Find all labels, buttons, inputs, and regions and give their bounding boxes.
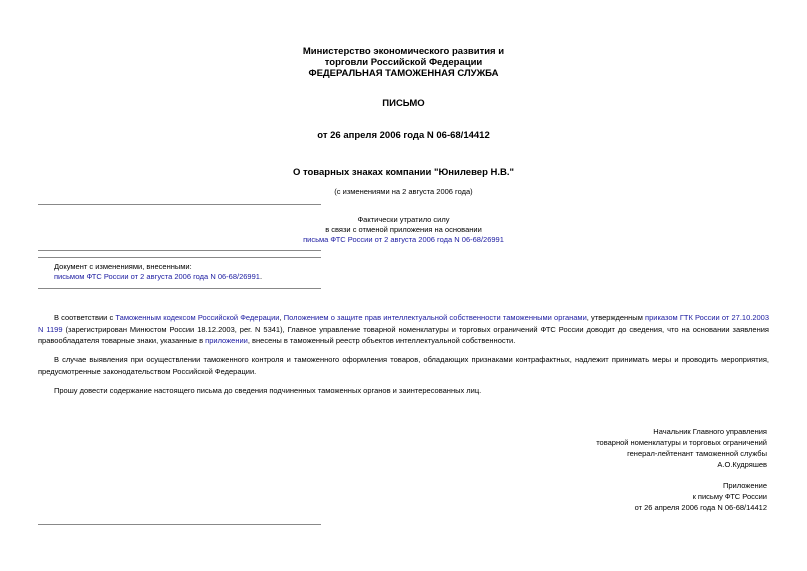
signature-line-2: товарной номенклатуры и торговых ограничений xyxy=(596,438,767,447)
signature-line-3: генерал-лейтенант таможенной службы xyxy=(627,449,767,458)
signature-block xyxy=(596,426,767,470)
ministry-header xyxy=(0,46,807,79)
amendments-note: (с изменениями на 2 августа 2006 года) xyxy=(334,187,473,196)
doc-date-number: от 26 апреля 2006 года N 06-68/14412 xyxy=(317,130,490,141)
divider xyxy=(38,257,321,258)
paragraph-1 xyxy=(38,312,769,347)
text: , xyxy=(279,313,284,322)
text: , утвержденным xyxy=(586,313,646,322)
doc-subject: О товарных знаках компании "Юнилевер Н.В." xyxy=(292,167,515,178)
text: В соответствии с xyxy=(54,313,116,322)
divider xyxy=(38,524,321,525)
link-customs-code[interactable]: Таможенным кодексом Российской Федерации xyxy=(115,313,280,322)
divider xyxy=(38,288,321,289)
appendix-block xyxy=(635,480,767,513)
changes-suffix: . xyxy=(259,272,263,281)
text: (зарегистрирован Минюстом России 18.12.2003, рег. N 5341), Главное управление товарной номенклатуры и торговых ограничений ФТС России доводит до сведения, что на основании заявления правообладателя товарные знаки, указанные в xyxy=(38,324,769,345)
link-appendix[interactable]: приложении xyxy=(205,336,248,345)
signature-line-1: Начальник Главного управления xyxy=(653,427,767,436)
changes-block xyxy=(54,262,262,282)
ministry-line-2: торговли Российской Федерации xyxy=(324,57,483,68)
appendix-line-2: к письму ФТС России xyxy=(692,492,767,501)
text: , внесены в таможенный реестр объектов интеллектуальной собственности. xyxy=(247,336,516,345)
ministry-line-1: Министерство экономического развития и xyxy=(302,46,505,57)
link-gtk-order[interactable]: приказом ГТК России от 27.10.2003 N 1199 xyxy=(38,313,770,334)
divider xyxy=(38,204,321,205)
status-line-2: в связи с отменой приложения на основании xyxy=(325,225,482,234)
status-link[interactable]: письма ФТС России от 2 августа 2006 года N 06-68/26991 xyxy=(303,235,504,244)
changes-label: Документ с изменениями, внесенными: xyxy=(54,262,192,271)
changes-link[interactable]: письмом ФТС России от 2 августа 2006 года N 06-68/26991 xyxy=(54,272,260,281)
appendix-line-1: Приложение xyxy=(723,481,767,490)
paragraph-2: В случае выявления при осуществлении таможенного контроля и таможенного оформления товаров, обладающих признаками контрафактных, надлежит принимать меры и проводить мероприятия, предусмотренные законодательством Российской Федерации. xyxy=(38,355,769,376)
signature-line-4: А.О.Кудряшев xyxy=(717,460,767,469)
link-ip-regulation[interactable]: Положением о защите прав интеллектуальной собственности таможенными органами xyxy=(283,313,587,322)
doc-type: ПИСЬМО xyxy=(382,98,425,109)
divider xyxy=(38,250,321,251)
status-block xyxy=(0,215,807,245)
appendix-line-3: от 26 апреля 2006 года N 06-68/14412 xyxy=(634,503,767,512)
status-line-1: Фактически утратило силу xyxy=(357,215,450,224)
service-name: ФЕДЕРАЛЬНАЯ ТАМОЖЕННАЯ СЛУЖБА xyxy=(308,68,499,79)
paragraph-3: Прошу довести содержание настоящего письма до сведения подчиненных таможенных органов и заинтересованных лиц. xyxy=(54,386,482,395)
